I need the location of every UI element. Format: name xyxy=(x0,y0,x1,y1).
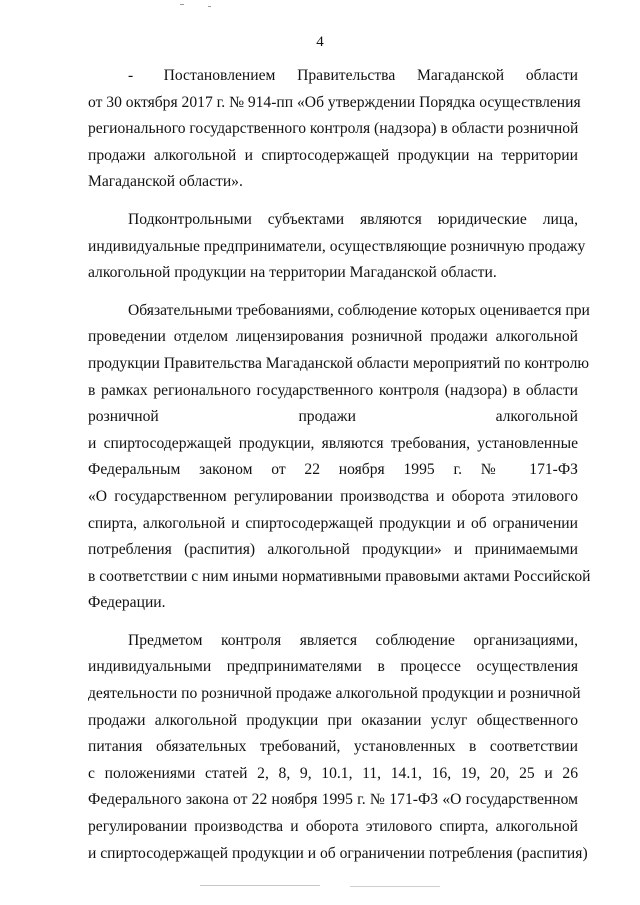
text-line: алкогольной продукции на территории Магаданской области. xyxy=(88,264,497,282)
text-line: в рамках регионального государственного контроля (надзора) в области xyxy=(88,381,578,399)
paragraph-resolution xyxy=(88,63,581,196)
text-line: Обязательными требованиями, соблюдение которых оценивается при xyxy=(128,301,590,319)
text-line: продажи алкогольной и спиртосодержащей продукции на территории xyxy=(88,146,578,164)
text-line: розничной продажи алкогольной xyxy=(88,408,578,426)
text-line: продажи алкогольной продукции при оказании услуг общественного xyxy=(88,711,578,729)
scan-artifact xyxy=(350,886,440,887)
text-line: индивидуальными предпринимателями в процессе осуществления xyxy=(88,658,578,676)
scan-artifact xyxy=(200,885,320,886)
page-number: 4 xyxy=(316,34,324,50)
text-line: «О государственном регулировании производства и оборота этилового xyxy=(88,487,578,505)
text-line: и спиртосодержащей продукции и об ограничении потребления (распития) xyxy=(88,844,588,862)
text-line: Магаданской области». xyxy=(88,173,243,191)
text-line: Подконтрольными субъектами являются юридические лица, xyxy=(128,210,578,228)
text-line: Предметом контроля является соблюдение организациями, xyxy=(128,631,578,649)
text-line: проведении отделом лицензирования розничной продажи алкогольной xyxy=(88,328,578,346)
text-line: и спиртосодержащей продукции, являются требования, установленные xyxy=(88,434,578,452)
text-line: Федеральным законом от 22 ноября 1995 г. № 171-ФЗ xyxy=(88,461,578,479)
text-line: деятельности по розничной продаже алкогольной продукции и розничной xyxy=(88,685,581,703)
text-line: регионального государственного контроля (надзора) в области розничной xyxy=(88,120,579,138)
text-line: в соответствии с ним иными нормативными правовыми актами Российской xyxy=(88,567,591,585)
text-line: индивидуальные предприниматели, осуществляющие розничную продажу xyxy=(88,237,586,255)
paragraph-subjects xyxy=(88,207,586,287)
paragraph-subject-of-control xyxy=(88,628,588,867)
text-line: питания обязательных требований, установленных в соответствии xyxy=(88,738,578,756)
text-line: - Постановлением Правительства Магаданской области xyxy=(128,67,578,84)
document-body xyxy=(88,63,591,867)
text-line: продукции Правительства Магаданской области мероприятий по контролю xyxy=(88,354,590,372)
text-line: регулировании производства и оборота этилового спирта, алкогольной xyxy=(88,818,578,836)
text-line: потребления (распития) алкогольной продукции» и принимаемыми xyxy=(88,541,578,559)
paragraph-requirements xyxy=(88,298,591,617)
scan-artifact xyxy=(180,4,184,5)
text-line: спирта, алкогольной и спиртосодержащей продукции и об ограничении xyxy=(88,514,578,532)
text-line: Федерации. xyxy=(88,594,166,612)
scan-artifact xyxy=(208,6,211,7)
text-line: с положениями статей 2, 8, 9, 10.1, 11, 14.1, 16, 19, 20, 25 и 26 xyxy=(88,764,578,782)
text-line: Федерального закона от 22 ноября 1995 г. № 171-ФЗ «О государственном xyxy=(88,791,578,809)
text-line: от 30 октября 2017 г. № 914-пп «Об утверждении Порядка осуществления xyxy=(88,93,581,111)
